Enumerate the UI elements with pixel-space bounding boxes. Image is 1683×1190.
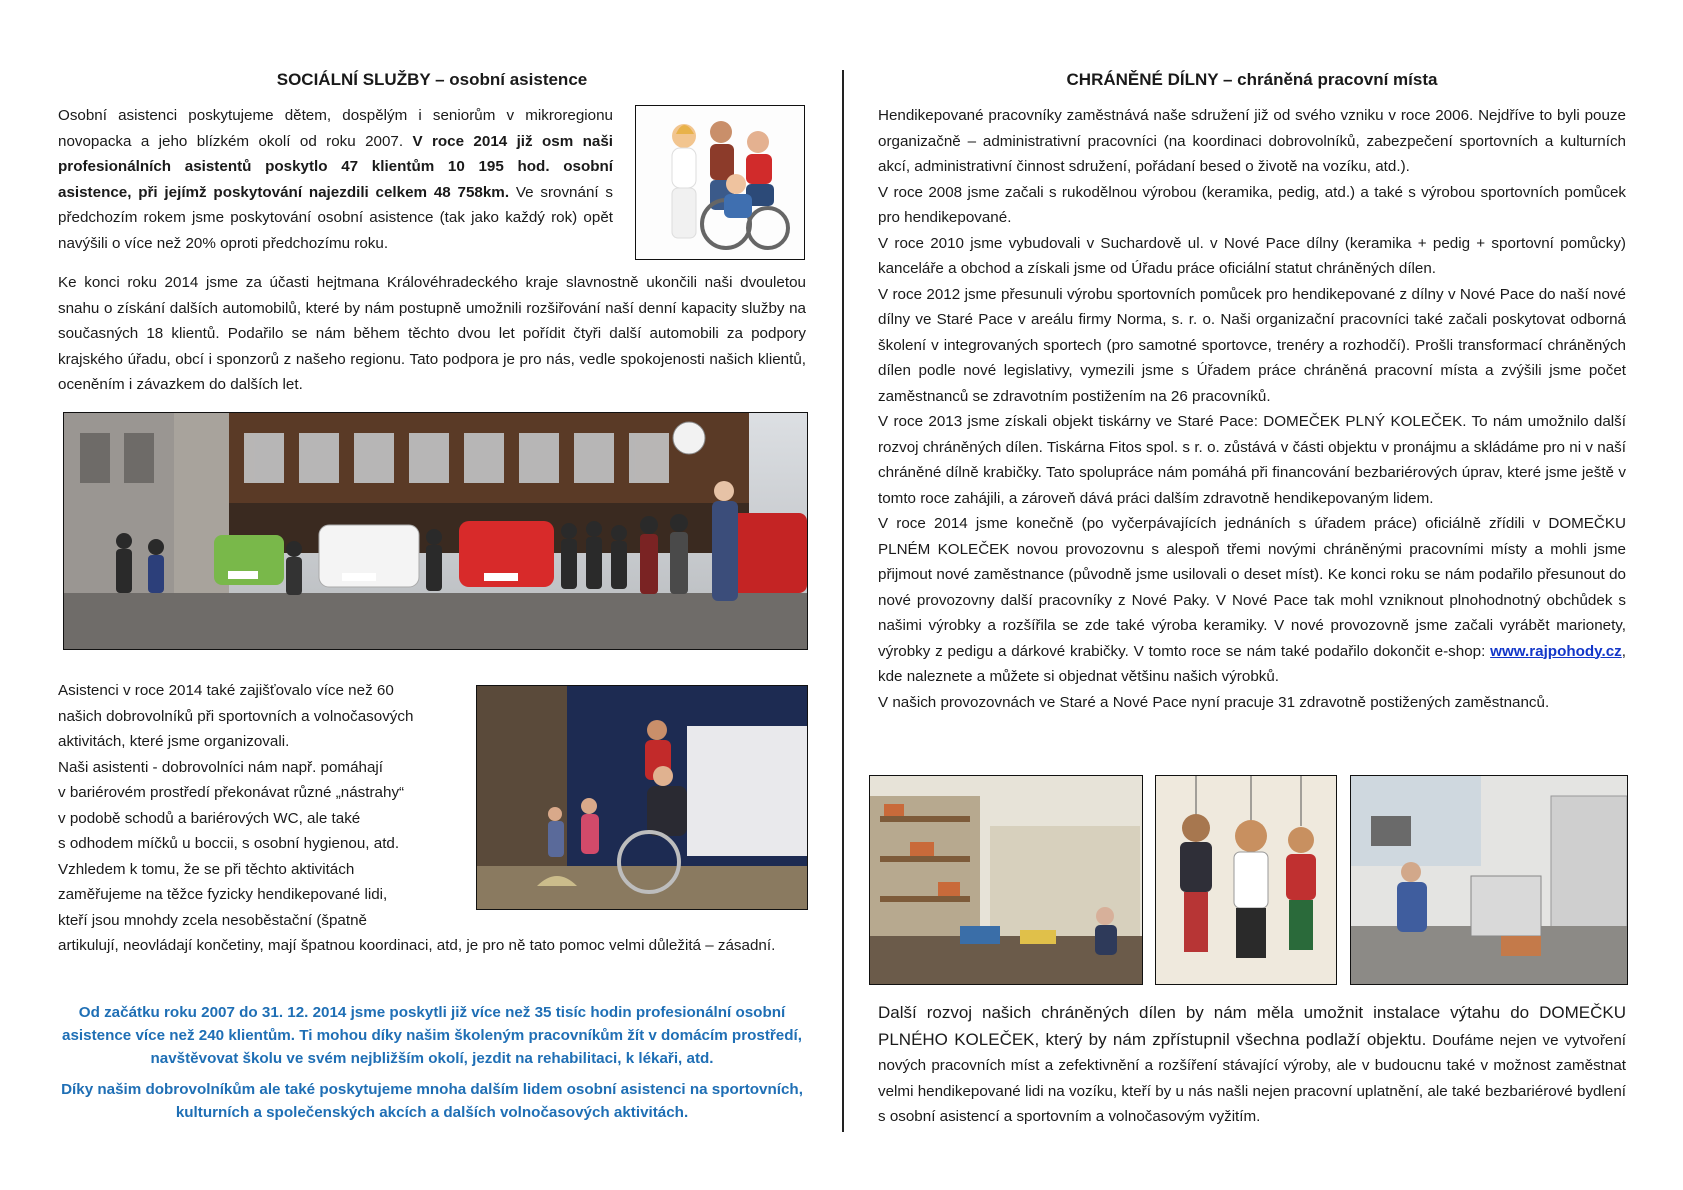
assistants-illustration: [636, 106, 804, 259]
para3-line: Naši asistenti - dobrovolníci nám např. pomáhají: [58, 758, 384, 776]
right-paragraph: Hendikepované pracovníky zaměstnává naše sdružení již od svého vzniku v roce 2006. Nejdříve to byli pouze organizačně – administrativní pracovníci (na koordinaci dobrovolníků, zabezpečení sportovních a kulturních akcí, administrativní činnost sdružení, pořádaní besed o životě na vozíku, atd.).: [878, 107, 1626, 175]
workshop-photo: [869, 775, 1143, 985]
marionettes-illustration: [1156, 776, 1336, 984]
para3-line: Asistenci v roce 2014 také zajišťovalo více než 60: [58, 682, 394, 699]
closing-highlight: Další rozvoj našich chráněných dílen by nám měla umožnit instalace výtahu do DOMEČKU PLNÉHO KOLEČEK, který by nám zpřístupnil všechna podlaží objektu.: [878, 1003, 1626, 1049]
right-paragraph: V roce 2012 jsme přesunuli výrobu sportovních pomůcek pro hendikepované z dílny v Nové Pace do naší nové dílny ve Staré Pace v areálu firmy Norma, s. r. o. Naši organizační pracovníci také začali poskytovat odborná školení v integrovaných sportech (pro samotné sportovce, trenéry a rozhodčí). Prošli transformací chráněných dílen podle nové legislativy, vymezili jsme s Úřadem práce chráněná pracovní místa a zvýšili jsme počet zaměstnanců se zdravotním postižením na 26 pracovníků.: [878, 285, 1626, 405]
evening-activity-photo: [476, 685, 808, 910]
para3-line: Vzhledem k tomu, že se při těchto aktivitách: [58, 860, 355, 878]
para3-line: s odhodem míčků u boccii, s osobní hygienou, atd.: [58, 835, 400, 852]
left-paragraph-1: [58, 103, 613, 256]
eshop-link[interactable]: www.rajpohody.cz: [1490, 642, 1622, 660]
right-paragraph-employees: V našich provozovnách ve Staré a Nové Pace nyní pracuje 31 zdravotně postižených zaměstnanců.: [878, 693, 1550, 711]
para1-rest: Ve srovnání s předchozím rokem jsme poskytování osobní asistence (tak jako každý rok) opět navýšili o více než 20% oproti předchozímu roku.: [58, 183, 613, 252]
vehicles-illustration: [64, 413, 807, 649]
eshop-text-end: , kde naleznete a můžete si objednat většinu našich výrobků.: [878, 642, 1626, 685]
marionettes-photo: [1155, 775, 1337, 985]
workshop-illustration: [870, 776, 1142, 984]
right-paragraph: V roce 2013 jsme získali objekt tiskárny ve Staré Pace: DOMEČEK PLNÝ KOLEČEK. To nám umožnilo další rozvoj chráněných dílen. Tiskárna Fitos spol. s r. o. zůstává v části objektu v pronájmu a skládáme pro ni v naší chráněné dílně krabičky. Tato spolupráce nám pomáhá při financování bezbariérových úprav, které jsme ještě v tomto roce zahájili, a zároveň dává práci dalším zdravotně hendikepovaným lidem.: [878, 413, 1626, 507]
right-paragraph: V roce 2010 jsme vybudovali v Suchardově ul. v Nové Pace dílny (keramika + pedig + sportovní pomůcky) kanceláře a obchod a získali jsme od Úřadu práce oficiální statut chráněných dílen.: [878, 234, 1626, 277]
right-text-block: [878, 103, 1626, 715]
para3-line: aktivitách, které jsme organizovali.: [58, 733, 290, 750]
para3-line: v bariérovém prostředí překonávat různé „nástrahy“: [58, 784, 405, 801]
para1-intro: Osobní asistenci poskytujeme dětem, dospělým i seniorům v mikroregionu novopacka a jeho blízkém okolí od roku 2007.: [58, 107, 613, 150]
right-paragraph-eshop: [878, 511, 1626, 690]
closing-rest: Doufáme nejen ve vytvoření nových pracovních míst a zefektivnění a rozšíření stávající výroby, ale v budoucnu také v možnost zaměstnat velmi hendikepované lidi na vozíku, kteří by u nás našli nejen pracovní uplatnění, ale také bezbariérové bydlení s osobní asistencí a sportovním a volnočasovým vyžitím.: [878, 1031, 1627, 1125]
vehicles-photo: [63, 412, 808, 650]
right-paragraph: V roce 2008 jsme začali s rukodělnou výrobou (keramika, pedig, atd.) a také s výrobou sportovních pomůcek pro hendikepované.: [878, 183, 1626, 226]
printing-room-photo: [1350, 775, 1628, 985]
eshop-text: V roce 2014 jsme konečně (po vyčerpávajících jednáních s úřadem práce) oficiálně zřídili v DOMEČKU PLNÉM KOLEČEK novou provozovnu s alespoň třemi novými chráněnými pracovními místy a mohli jsme přijmout nové zaměstnance (původně jsme usilovali o deset míst). Ke konci roku se nám podařilo přesunout do nové provozovny další pracovníky z Nové Paky. V Nové Pace tak mohl vzniknout plnohodnotný obchůdek s našimi výrobky a rozšířila se zde také výroba keramiky. V nové provozovně jsme začali vyrábět marionety, výrobky z pedigu a dárkové krabičky. V tomto roce se nám také podařilo dokončit e-shop:: [878, 515, 1626, 660]
para3-line: v podobě schodů a bariérových WC, ale také: [58, 809, 361, 827]
right-heading: CHRÁNĚNÉ DÍLNY – chráněná pracovní místa: [1066, 70, 1438, 89]
summary-blue-2: Díky našim dobrovolníkům ale také poskytujeme mnoha dalším lidem osobní asistenci na sportovních, kulturních a společenských akcích a dalších volnočasových aktivitách.: [61, 1081, 803, 1121]
left-heading: SOCIÁLNÍ SLUŽBY – osobní asistence: [276, 70, 588, 89]
summary-blue-1: Od začátku roku 2007 do 31. 12. 2014 jsme poskytli již více než 35 tisíc hodin profesionální osobní asistence více než 240 klientům. Ti mohou díky našim školeným pracovníkům žít v domácím prostředí, navštěvovat školu ve svém nejbližším okolí, jezdit na rehabilitaci, k lékaři, atd.: [62, 1004, 802, 1067]
column-divider: [842, 70, 844, 1132]
para3-line: zaměřujeme na těžce fyzicky hendikepované lidi,: [58, 886, 388, 903]
para3-line: našich dobrovolníků při sportovních a volnočasových: [58, 707, 414, 725]
para1-bold: V roce 2014 již osm naši profesionálních asistentů poskytlo 47 klientům 10 195 hod. osobní asistence, při jejímž poskytování najezdili celkem 48 758km.: [58, 132, 613, 201]
printing-room-illustration: [1351, 776, 1627, 984]
left-paragraph-3: [58, 678, 423, 933]
para3-line: kteří jsou mnohdy zcela nesoběstační (špatně: [58, 911, 367, 929]
left-paragraph-3-tail: artikulují, neovládají končetiny, mají špatnou koordinaci, atd, je pro ně tato pomoc velmi důležitá – zásadní.: [58, 937, 776, 954]
assistants-photo: [635, 105, 805, 260]
left-paragraph-2: Ke konci roku 2014 jsme za účasti hejtmana Královéhradeckého kraje slavnostně ukončili naši dvouletou snahu o získání dalších automobilů, které by nám postupně umožnili rozšiřování naší denní kapacity služby na současných 18 klientů. Podařilo se nám během těchto dvou let pořídit čtyři další automobili za podpory krajského úřadu, obcí i sponzorů z našeho regionu. Tato podpora je pro nás, vedle spokojenosti našich klientů, oceněním i závazkem do dalších let.: [58, 274, 806, 393]
evening-illustration: [477, 686, 807, 909]
closing-paragraph: [878, 1000, 1626, 1130]
